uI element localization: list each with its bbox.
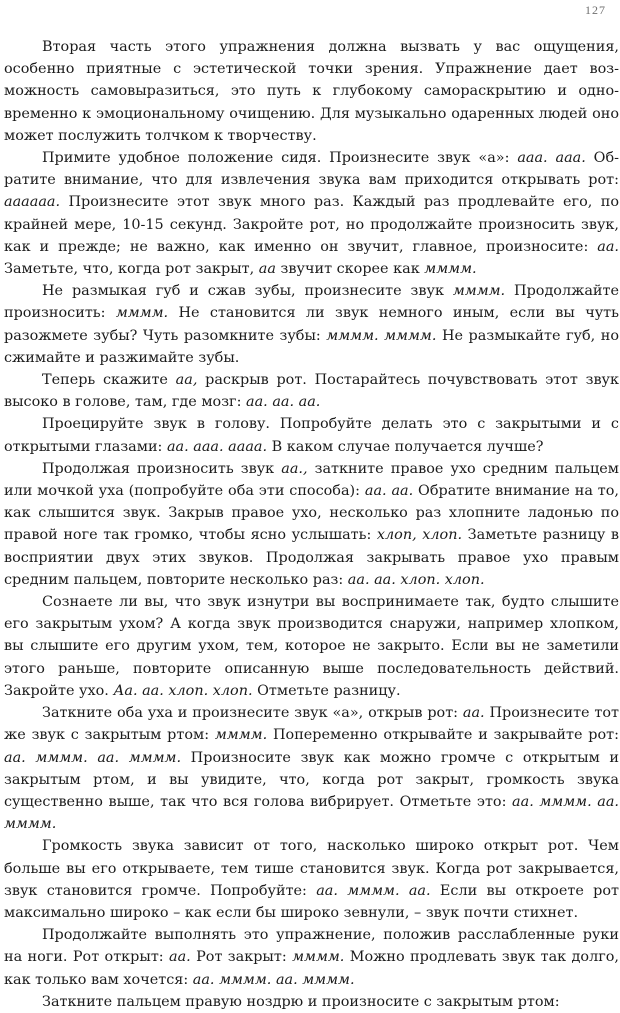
italic-sound-text: мммм. <box>115 305 169 322</box>
paragraph <box>4 991 619 1013</box>
italic-sound-text: ааа. ааа. <box>517 150 586 167</box>
paragraph <box>4 369 619 413</box>
italic-sound-text: мммм. <box>424 261 477 278</box>
paragraph <box>4 413 619 457</box>
italic-sound-text: аа. <box>597 238 619 255</box>
paragraph <box>4 280 619 369</box>
text-run: Если вы откроете рот максимально широко – как если бы широко зевнули, – звук почти стихнет. <box>4 882 619 921</box>
italic-sound-text: мммм. <box>292 949 345 966</box>
text-run: Примите удобное положение сидя. Произнесите звук «а»: <box>42 150 518 167</box>
text-run: Проецируйте звук в голову. Попробуйте делать это с закрытыми и с открытыми глазами: <box>4 416 619 455</box>
text-run: Громкость звука зависит от того, насколько широко открыт рот. Чем больше вы его открываете, тем тише становится звук. Когда рот закрывается, звук становится громче. Попробуйте: <box>4 838 619 899</box>
italic-sound-text: мммм. <box>214 727 268 744</box>
italic-sound-text: аа. ааа. аааа. <box>166 438 268 455</box>
text-run: Заметьте разницу в восприятии двух этих звуков. Продолжая закрывать правое ухо правым средним пальцем, повторите несколько раз: <box>4 527 619 588</box>
text-run: раскрыв рот. Постарайтесь почувствовать этот звук высоко в голове, там, где мозг: <box>4 372 620 411</box>
italic-sound-text: аа <box>258 261 276 278</box>
italic-sound-text: аа. аа. аа. <box>246 394 321 411</box>
paragraph <box>4 458 619 591</box>
text-run: Обратите внимание, что для извлечения звука вам приходится открывать рот: <box>4 150 620 189</box>
text-body <box>4 36 619 1013</box>
italic-sound-text: аа. <box>462 705 485 722</box>
text-run: заткните правое ухо средним пальцем или мочкой уха (попробуйте оба эти способа): <box>4 460 620 500</box>
text-run: Отметьте разницу. <box>252 682 401 699</box>
text-run: Вторая часть этого упражнения должна вызвать у вас ощущения, особенно приятные с эстетической точки зрения. Упражнение дает возможность самовыразиться, это путь к глубокому самораскрытию и одновременно к эмоциональному очищению. Для музыкально одаренных людей оно может послужить толчком к творчеству. <box>4 39 619 144</box>
text-run: Продолжайте произносить: <box>4 283 619 322</box>
paragraph <box>4 591 619 702</box>
text-run: Заткните пальцем правую ноздрю и произносите с закрытым ртом: <box>42 993 560 1010</box>
text-run: Не размыкая губ и сжав зубы, произнесите звук <box>42 283 453 300</box>
italic-sound-text: аа. <box>169 949 191 966</box>
paragraph <box>4 702 619 835</box>
italic-sound-text: мммм. мммм. <box>326 327 437 344</box>
text-run: Обратите внимание на то, как слышится звук. Закрыв правое ухо, несколько раз хлопните ладонью по правой ноге так громко, чтобы ясно услышать: <box>4 483 619 544</box>
text-run: Рот закрыт: <box>190 949 293 966</box>
text-run: Не становится ли звук немного иным, если вы чуть разожмете зубы? Чуть разомкните зубы: <box>4 305 619 344</box>
paragraph <box>4 924 619 991</box>
italic-sound-text: хлоп, хлоп. <box>376 527 463 544</box>
italic-sound-text: аааааа. <box>4 194 61 211</box>
italic-sound-text: мммм. <box>452 283 506 300</box>
text-run: Произносите звук как можно громче с открытым и закрытым ртом, и вы увидите, что, когда рот закрыт, громкость звука существенно выше, так что вся голова вибрирует. Отметьте это: <box>4 749 620 810</box>
italic-sound-text: аа. мммм. аа. мммм. <box>192 971 355 988</box>
text-run: В каком случае получается лучше? <box>267 438 544 455</box>
text-run: Произнесите этот звук много раз. Каждый раз продлевайте его, по крайней мере, 10-15 секунд. Закройте рот, но продолжайте произносить звук, как и прежде; не важно, как именно он звучит, главное, произносите: <box>4 194 619 255</box>
italic-sound-text: аа, <box>175 372 198 389</box>
text-run: звучит скорее как <box>275 261 425 278</box>
paragraph <box>4 147 619 280</box>
italic-sound-text: аа. мммм. аа. мммм. <box>4 749 182 766</box>
paragraph <box>4 835 619 924</box>
text-run: Не размыкайте губ, но сжимайте и разжимайте зубы. <box>4 327 619 366</box>
italic-sound-text: аа. мммм. аа. <box>316 882 431 899</box>
page-number: 127 <box>585 3 606 17</box>
italic-sound-text: аа. мммм. аа. мммм. <box>4 793 619 833</box>
italic-sound-text: Аа. аа. хлоп. хлоп. <box>113 682 253 699</box>
text-run: Продолжайте выполнять это упражнение, положив расслабленные руки на ноги. Рот открыт: <box>4 927 619 966</box>
italic-sound-text: аа. аа. <box>364 483 414 500</box>
text-run: Заметьте, что, когда рот закрыт, <box>4 261 259 278</box>
text-run: Можно продлевать звук так долго, как только вам хочется: <box>4 949 619 988</box>
text-run: Теперь скажите <box>42 372 176 389</box>
text-run: Произнесите тот же звук с закрытым ртом: <box>4 705 619 744</box>
text-run: Заткните оба уха и произнесите звук «а», открыв рот: <box>42 705 463 722</box>
text-run: Сознаете ли вы, что звук изнутри вы воспринимаете так, будто слышите его закрытым ухом? А когда звук производится снаружи, например хлопком, вы слышите его другим ухом, тем, которое не закрыто. Если вы не заметили этого раньше, повторите описанную выше последовательность действий. Закройте ухо. <box>4 594 619 699</box>
text-run: Попеременно открывайте и закрывайте рот: <box>267 727 619 744</box>
italic-sound-text: аа. аа. хлоп. хлоп. <box>347 571 485 588</box>
paragraph <box>4 36 619 147</box>
text-run: Продолжая произносить звук <box>42 460 282 477</box>
italic-sound-text: аа., <box>281 460 308 477</box>
